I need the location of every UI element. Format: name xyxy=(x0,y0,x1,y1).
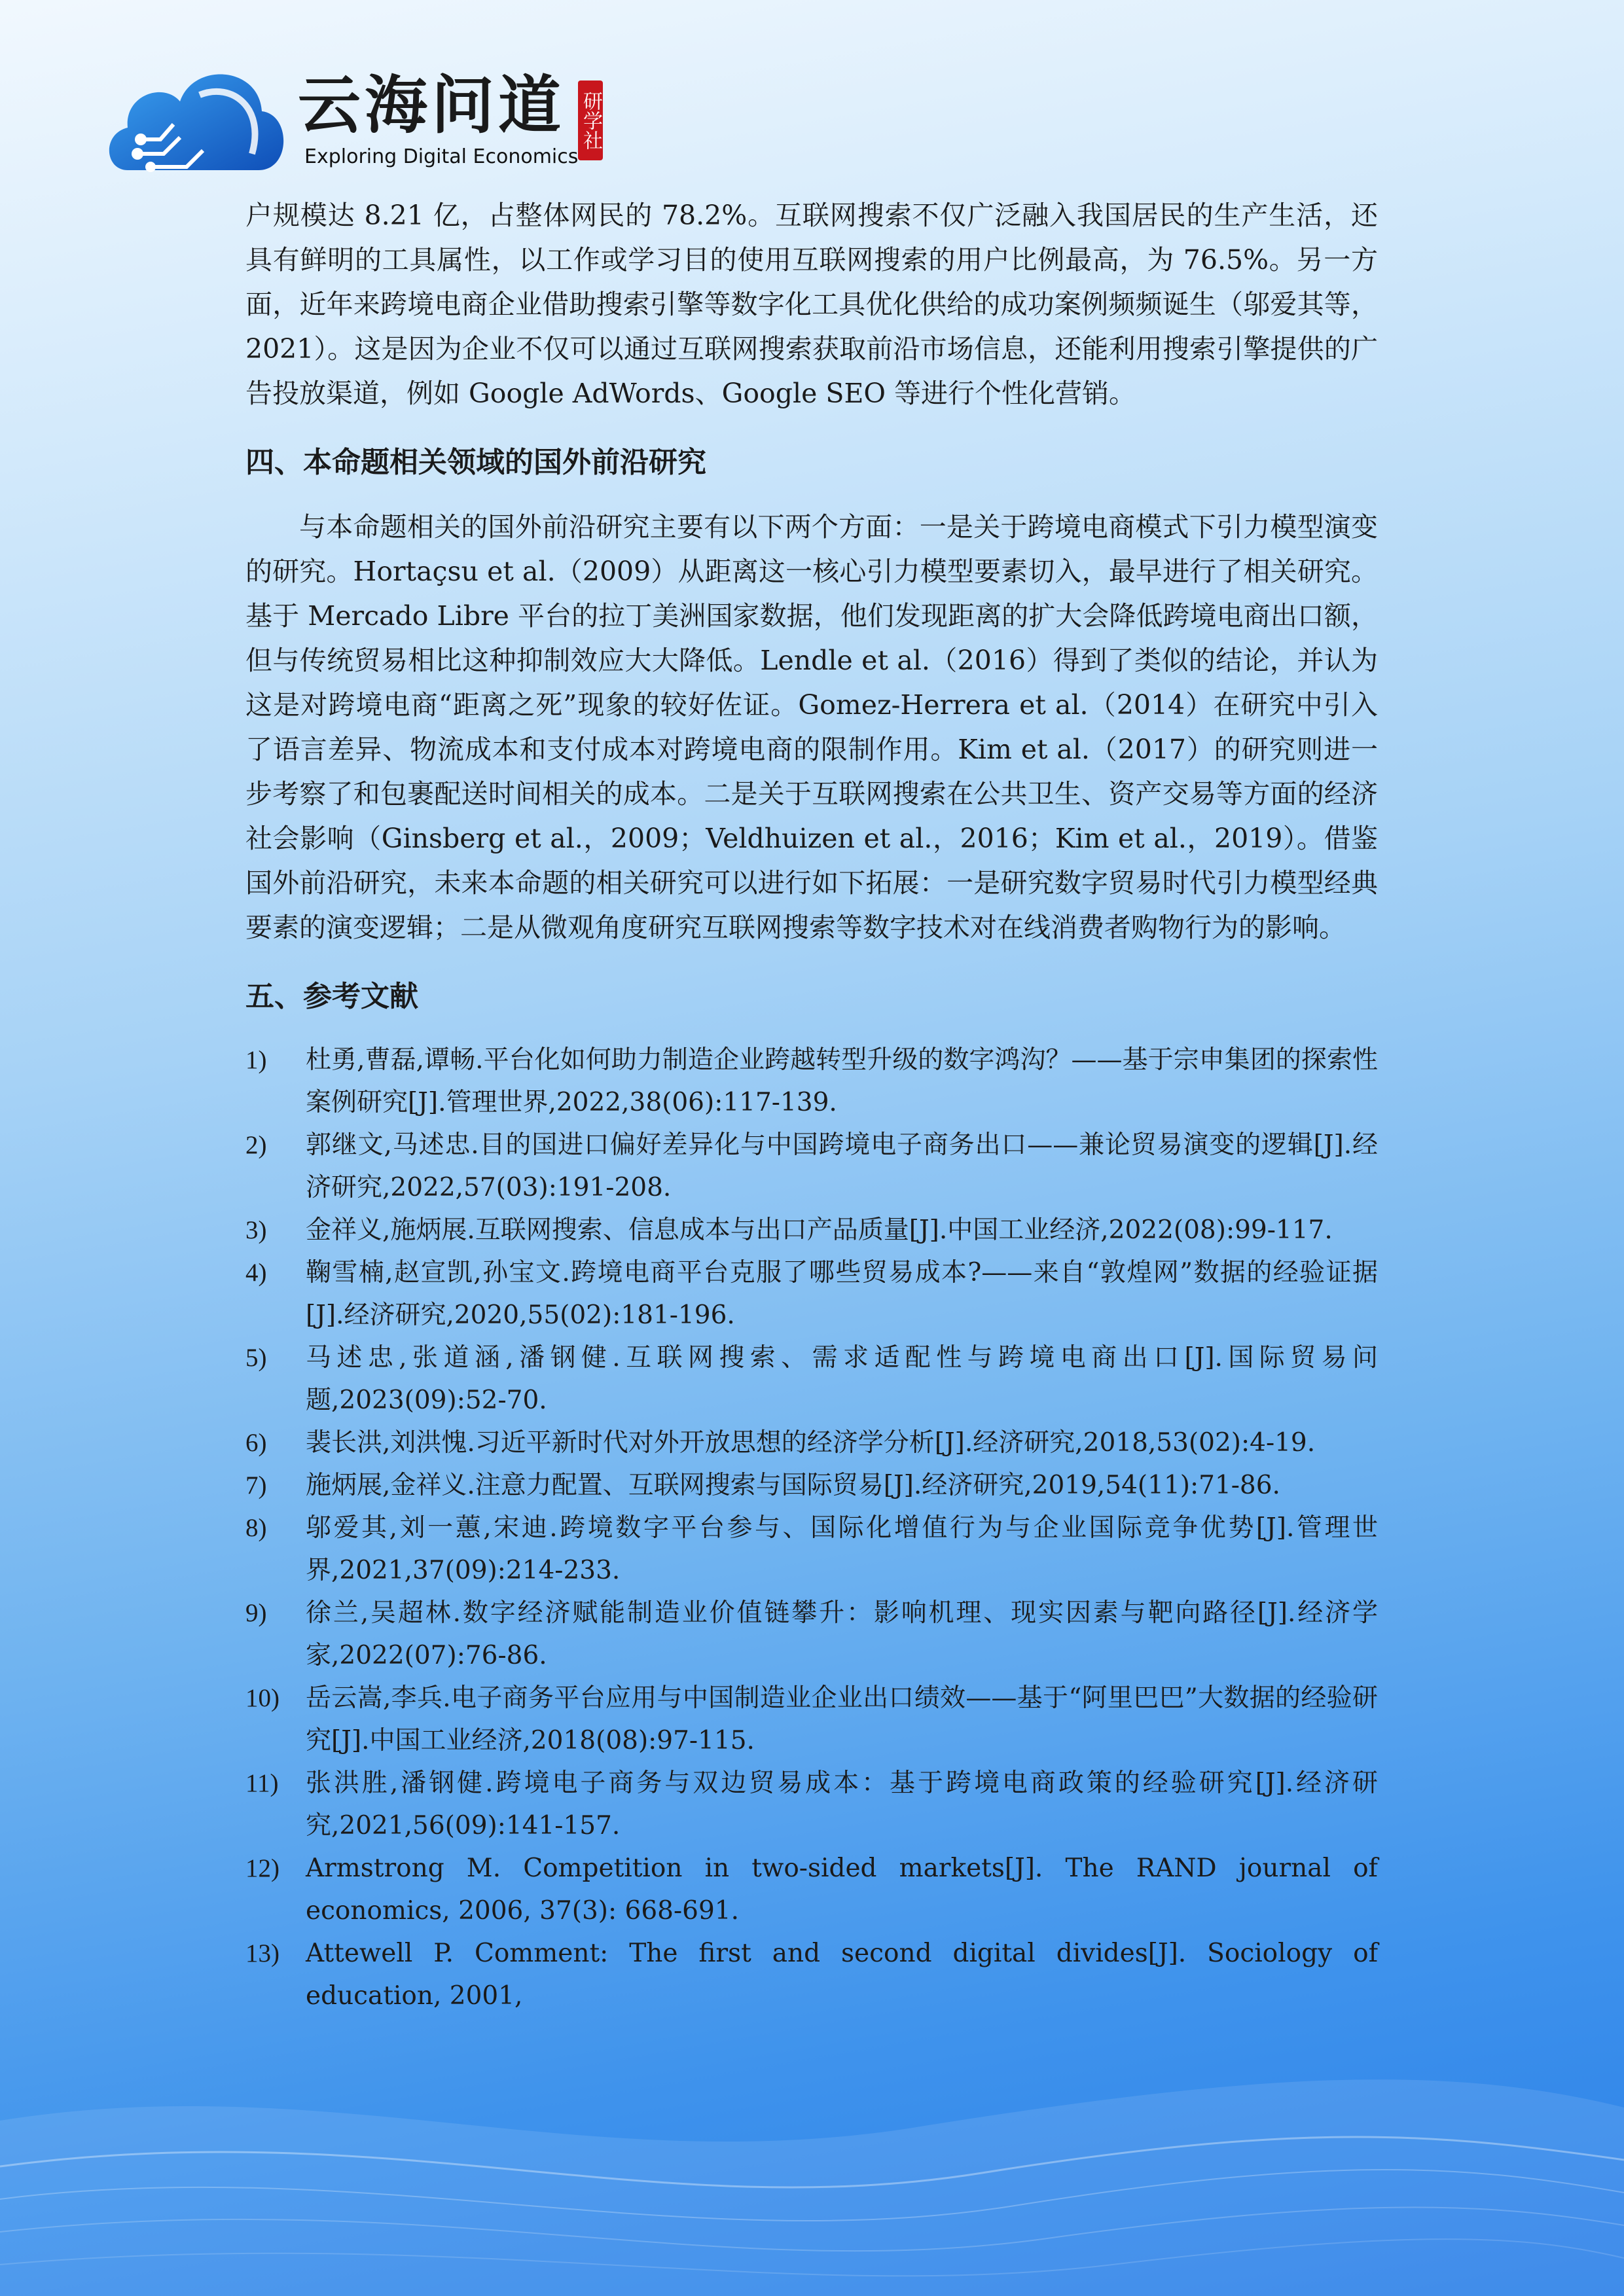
reference-item xyxy=(245,1251,1378,1336)
cloud-circuit-icon xyxy=(101,56,291,180)
reference-item xyxy=(245,1422,1378,1464)
reference-number: 12) xyxy=(245,1854,280,1882)
brand-logo xyxy=(101,56,619,180)
reference-number: 2) xyxy=(245,1131,267,1159)
reference-item xyxy=(245,1209,1378,1251)
red-seal-stamp: 研学社 xyxy=(578,81,603,160)
reference-item xyxy=(245,1039,1378,1124)
reference-item xyxy=(245,1762,1378,1847)
reference-number: 8) xyxy=(245,1514,267,1542)
reference-item xyxy=(245,1932,1378,2017)
reference-item xyxy=(245,1677,1378,1762)
reference-text: 马述忠,张道涵,潘钢健.互联网搜索、需求适配性与跨境电商出口[J].国际贸易问题,2023(09):52-70. xyxy=(306,1343,1378,1415)
reference-number: 11) xyxy=(245,1769,279,1797)
reference-item xyxy=(245,1464,1378,1507)
reference-number: 1) xyxy=(245,1046,267,1074)
reference-text: 金祥义,施炳展.互联网搜索、信息成本与出口产品质量[J].中国工业经济,2022(08):99-117. xyxy=(306,1215,1333,1245)
reference-number: 3) xyxy=(245,1216,267,1244)
reference-list xyxy=(245,1039,1378,2017)
reference-number: 6) xyxy=(245,1429,267,1457)
reference-item xyxy=(245,1847,1378,1932)
intro-paragraph: 户规模达 8.21 亿，占整体网民的 78.2%。互联网搜索不仅广泛融入我国居民的生产生活，还具有鲜明的工具属性，以工作或学习目的使用互联网搜索的用户比例最高，为 76.5%。另一方面，近年来跨境电商企业借助搜索引擎等数字化工具优化供给的成功案例频频诞生（邬爱其等，2021）。这是因为企业不仅可以通过互联网搜索获取前沿市场信息，还能利用搜索引擎提供的广告投放渠道，例如 Google AdWords、Google SEO 等进行个性化营销。 xyxy=(245,200,1378,409)
reference-text: 郭继文,马述忠.目的国进口偏好差异化与中国跨境电子商务出口——兼论贸易演变的逻辑[J].经济研究,2022,57(03):191-208. xyxy=(306,1130,1378,1202)
reference-text: 杜勇,曹磊,谭畅.平台化如何助力制造企业跨越转型升级的数字鸿沟？——基于宗申集团的探索性案例研究[J].管理世界,2022,38(06):117-139. xyxy=(306,1045,1378,1117)
brand-name: 云海问道 xyxy=(298,68,565,142)
reference-number: 9) xyxy=(245,1599,267,1627)
reference-item xyxy=(245,1507,1378,1592)
brand-subtitle: Exploring Digital Economics xyxy=(304,145,579,168)
reference-text: 张洪胜,潘钢健.跨境电子商务与双边贸易成本：基于跨境电商政策的经验研究[J].经济研究,2021,56(09):141-157. xyxy=(306,1768,1378,1840)
section-4-heading: 四、本命题相关领域的国外前沿研究 xyxy=(245,446,706,479)
reference-number: 4) xyxy=(245,1259,267,1287)
section-5-heading: 五、参考文献 xyxy=(245,980,418,1013)
reference-text: 鞠雪楠,赵宣凯,孙宝文.跨境电商平台克服了哪些贸易成本?——来自“敦煌网”数据的经验证据[J].经济研究,2020,55(02):181-196. xyxy=(306,1258,1378,1330)
reference-text: 裴长洪,刘洪愧.习近平新时代对外开放思想的经济学分析[J].经济研究,2018,53(02):4-19. xyxy=(306,1428,1316,1458)
section-4-paragraph: 与本命题相关的国外前沿研究主要有以下两个方面：一是关于跨境电商模式下引力模型演变的研究。Hortaçsu et al.（2009）从距离这一核心引力模型要素切入，最早进行了相关研究。基于 Mercado Libre 平台的拉丁美洲国家数据，他们发现距离的扩大会降低跨境电商出口额，但与传统贸易相比这种抑制效应大大降低。Lendle et al.（2016）得到了类似的结论，并认为这是对跨境电商“距离之死”现象的较好佐证。Gomez-Herrera et al.（2014）在研究中引入了语言差异、物流成本和支付成本对跨境电商的限制作用。Kim et al.（2017）的研究则进一步考察了和包裹配送时间相关的成本。二是关于互联网搜索在公共卫生、资产交易等方面的经济社会影响（Ginsberg et al.，2009；Veldhuizen et al.，2016；Kim et al.，2019）。借鉴国外前沿研究，未来本命题的相关研究可以进行如下拓展：一是研究数字贸易时代引力模型经典要素的演变逻辑；二是从微观角度研究互联网搜索等数字技术对在线消费者购物行为的影响。 xyxy=(245,511,1378,943)
reference-text: 邬爱其,刘一蕙,宋迪.跨境数字平台参与、国际化增值行为与企业国际竞争优势[J].管理世界,2021,37(09):214-233. xyxy=(306,1513,1378,1585)
reference-number: 10) xyxy=(245,1684,280,1712)
reference-item xyxy=(245,1592,1378,1677)
document-body xyxy=(245,193,1378,2017)
reference-item xyxy=(245,1124,1378,1209)
reference-number: 13) xyxy=(245,1939,280,1967)
reference-text: Armstrong M. Competition in two‐sided markets[J]. The RAND journal of economics, 2006, 37(3): 668-691. xyxy=(306,1854,1378,1926)
reference-number: 7) xyxy=(245,1471,267,1499)
reference-text: 岳云嵩,李兵.电子商务平台应用与中国制造业企业出口绩效——基于“阿里巴巴”大数据的经验研究[J].中国工业经济,2018(08):97-115. xyxy=(306,1683,1378,1755)
reference-text: Attewell P. Comment: The first and second digital divides[J]. Sociology of education, 2001, xyxy=(306,1939,1378,2011)
reference-item xyxy=(245,1336,1378,1422)
reference-number: 5) xyxy=(245,1344,267,1372)
reference-text: 徐兰,吴超林.数字经济赋能制造业价值链攀升：影响机理、现实因素与靶向路径[J].经济学家,2022(07):76-86. xyxy=(306,1598,1378,1670)
reference-text: 施炳展,金祥义.注意力配置、互联网搜索与国际贸易[J].经济研究,2019,54(11):71-86. xyxy=(306,1471,1280,1500)
